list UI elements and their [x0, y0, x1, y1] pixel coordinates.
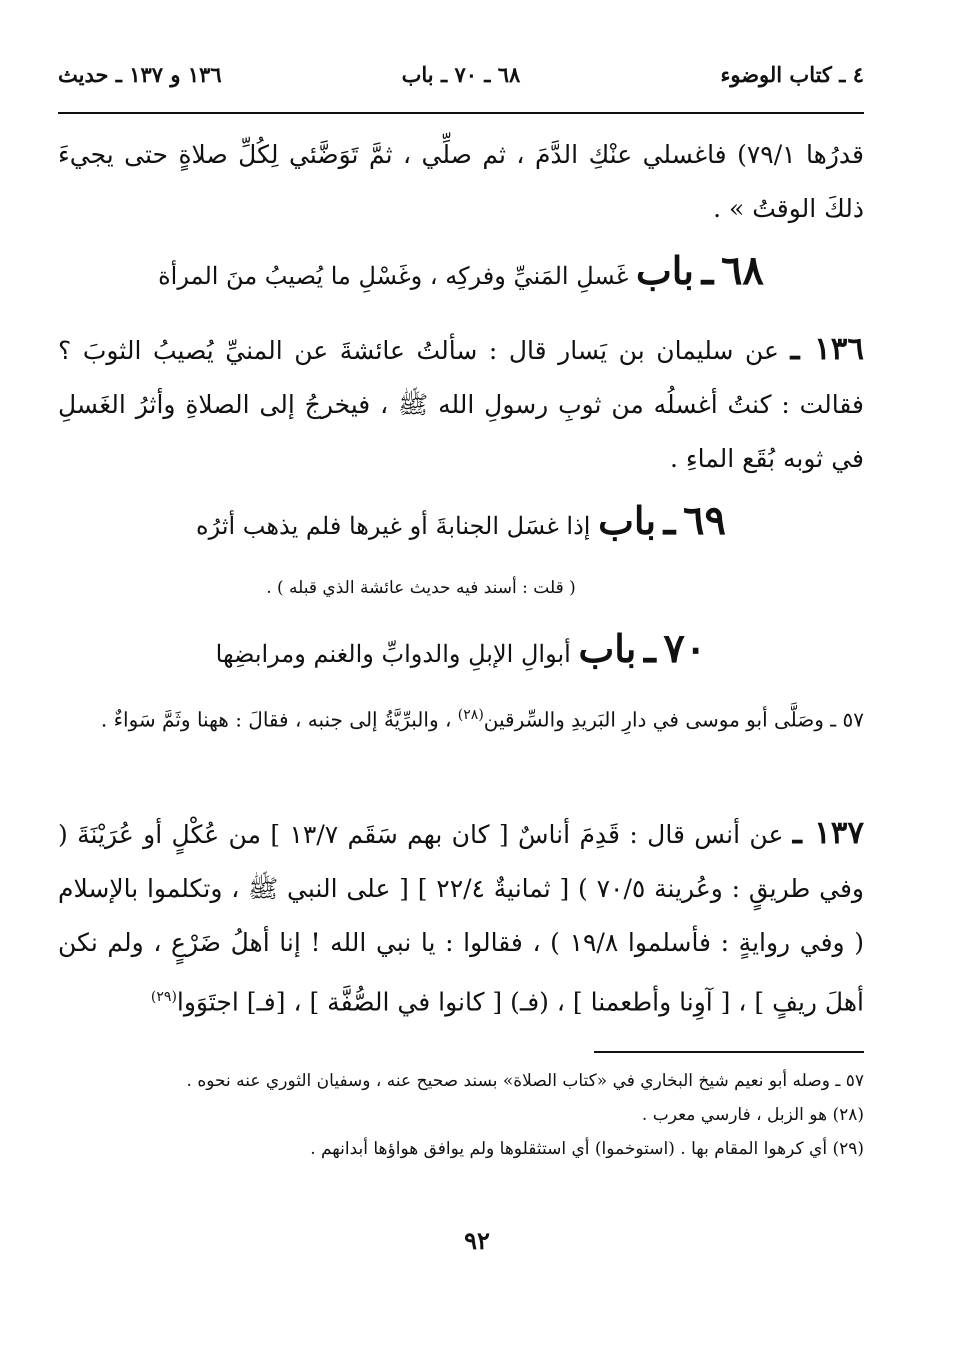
- muallaq-text-start: ٥٧ ـ وصَلَّى أبو موسى في دارِ البَريدِ والسِّرقين: [483, 707, 864, 732]
- chapter-title: أبوالِ الإبلِ والدوابِّ والغنم ومرابضِها: [215, 640, 571, 668]
- chapter-dash: ـ: [644, 625, 656, 672]
- editor-note-text: ( قلت : أسند فيه حديث عائشة الذي قبله ) .: [266, 578, 576, 598]
- header-book-title: ٤ ـ كتاب الوضوء: [720, 62, 864, 87]
- muallaq-57: [58, 680, 864, 755]
- hadith-number: ١٣٧ ـ: [792, 815, 865, 851]
- footnote-ref-29: (٢٩): [150, 989, 177, 1005]
- hadith-number: ١٣٦ ـ: [790, 331, 865, 367]
- chapter-title: إذا غسَل الجنابةَ أو غيرها فلم يذهب أثرُه: [196, 512, 591, 540]
- chapter-heading-69: [58, 496, 864, 551]
- chapter-heading-70: [58, 624, 864, 679]
- chapter-number: ٦٩: [683, 497, 726, 544]
- header-hadith-range: ١٣٦ و ١٣٧ ـ حديث: [58, 62, 222, 87]
- hadith-text: عن أنس قال : قَدِمَ أناسٌ [ كان بهم سَقَم ١٣/٧ ] من عُكْلٍ أو عُرَيْنَةَ ( وفي طريقٍ : وعُرينة ٧٠/٥ ) [ ثمانيةٌ ٢٢/٤ ] [ على النبي ﷺ ، وتكلموا بالإسلام ( وفي روايةٍ : فأسلموا ١٩/٨ ) ، فقالوا : يا نبي الله ! إنا أهلُ ضَرْعٍ ، ولم نكن أهلَ ريفٍ ] ، [ آوِنا وأطعمنا ] ، (فـ) [ كانوا في الصُّفَّة ] ، [فـ] اجتَوَوا: [58, 820, 864, 1017]
- footnotes: [58, 1064, 864, 1166]
- page-number: ٩٢: [464, 1226, 490, 1255]
- continuation-paragraph: [58, 128, 864, 236]
- header-rule: [58, 112, 864, 114]
- hadith-137: [58, 806, 864, 1029]
- chapter-title: غَسلِ المَنيِّ وفركِه ، وغَسْلِ ما يُصيبُ منَ المرأة: [158, 262, 629, 290]
- footnote-29: (٢٩) أي كرهوا المقام بها . (استوخموا) أي استثقلوها ولم يوافق هواؤها أبدانهم .: [310, 1139, 864, 1159]
- hadith-text: عن سليمان بن يَسار قال : سألتُ عائشةَ عن المنيِّ يُصيبُ الثوبَ ؟ فقالت : كنتُ أغسلُه من ثوبِ رسولِ الله ﷺ ، فيخرجُ إلى الصلاةِ وأثرُ الغَسلِ في ثوبه بُقَع الماءِ .: [58, 336, 864, 473]
- chapter-heading-68: [58, 246, 864, 301]
- chapter-dash: ـ: [663, 497, 676, 544]
- footnote-rule: [594, 1051, 864, 1053]
- chapter-bab-word: باب: [578, 626, 637, 671]
- header-chapter-range: ٦٨ ـ ٧٠ ـ باب: [401, 62, 521, 87]
- hadith-136: [58, 322, 864, 486]
- footnote-28: (٢٨) هو الزبل ، فارسي معرب .: [641, 1105, 864, 1125]
- chapter-dash: ـ: [701, 247, 714, 294]
- chapter-number: ٦٨: [720, 247, 764, 294]
- footnote-57: ٥٧ ـ وصله أبو نعيم شيخ البخاري في «كتاب الصلاة» بسند صحيح عنه ، وسفيان الثوري عنه نحوه .: [186, 1071, 864, 1091]
- chapter-bab-word: باب: [636, 248, 694, 293]
- chapter-bab-word: باب: [598, 498, 657, 543]
- running-head: [58, 62, 864, 98]
- editor-note: [58, 568, 864, 608]
- footnote-ref-28: (٢٨): [457, 707, 484, 723]
- muallaq-text-end: ، والبرِّيَّةُ إلى جنبه ، فقالَ : ههنا وثَمَّ سَواءٌ .: [100, 707, 452, 732]
- continuation-text: قدرُها ٧٩/١) فاغسلي عنْكِ الدَّمَ ، ثم صلِّي ، ثمَّ تَوَضَّئي لِكُلِّ صلاةٍ حتى يجيءَ ذلكَ الوقتُ » .: [58, 140, 864, 223]
- chapter-number: ٧٠: [663, 625, 707, 672]
